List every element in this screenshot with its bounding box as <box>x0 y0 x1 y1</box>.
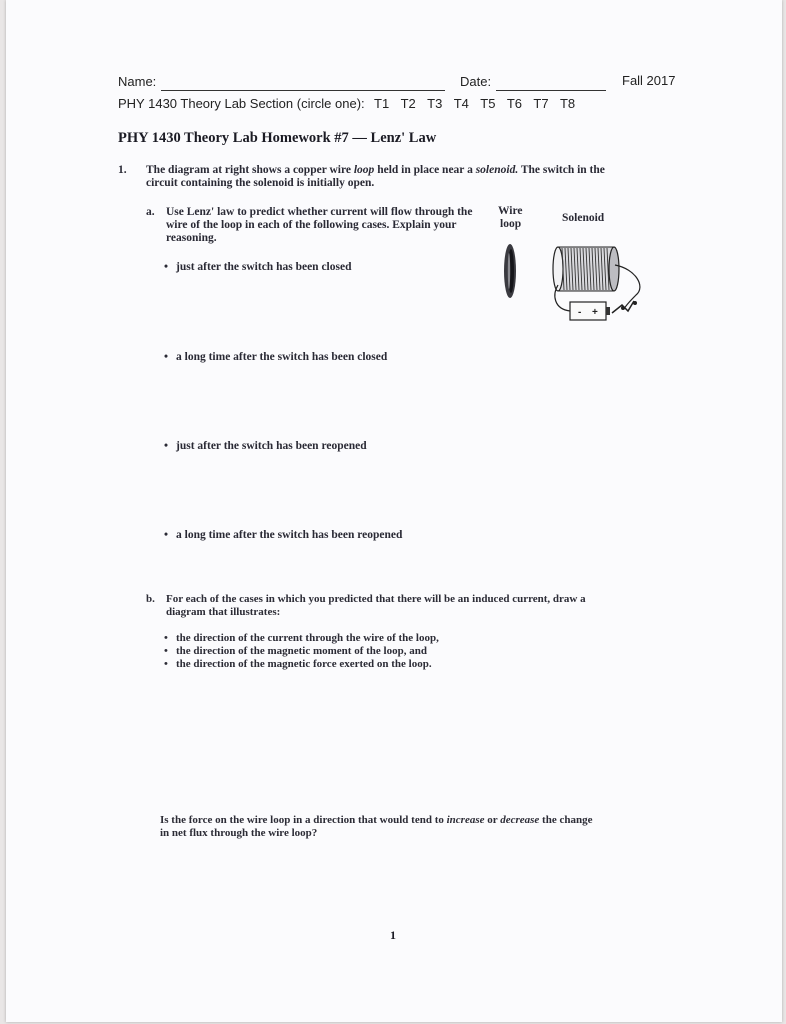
part-a-line1: Use Lenz' law to predict whether current will flow through the <box>166 206 473 218</box>
case-item: • just after the switch has been closed <box>164 261 352 273</box>
wire-loop-label: Wire <box>498 205 523 217</box>
part-a-label: a. <box>146 206 155 218</box>
part-a-line2: wire of the loop in each of the following cases. Explain your <box>166 219 457 231</box>
case-item: • a long time after the switch has been closed <box>164 351 388 363</box>
name-label: Name: <box>118 74 157 89</box>
section-option: T4 <box>453 96 469 111</box>
wire-loop-icon <box>504 244 516 298</box>
case-item: • a long time after the switch has been reopened <box>164 529 403 541</box>
section-option: T6 <box>506 96 522 111</box>
wire-loop-label-2: loop <box>500 218 522 230</box>
homework-title: PHY 1430 Theory Lab Homework #7 — Lenz' Law <box>118 130 437 146</box>
battery-plus: + <box>592 307 598 318</box>
battery-minus: - <box>578 307 582 318</box>
illustration-item: • the direction of the magnetic force exerted on the loop. <box>164 658 432 670</box>
final-question-line2: in net flux through the wire loop? <box>160 827 318 839</box>
switch-icon <box>612 301 637 313</box>
page-number: 1 <box>390 928 396 942</box>
section-label: PHY 1430 Theory Lab Section (circle one): <box>118 96 365 111</box>
question-intro-line2: circuit containing the solenoid is initially open. <box>146 177 375 189</box>
date-blank <box>496 90 606 91</box>
solenoid-label: Solenoid <box>562 212 605 224</box>
part-b-label: b. <box>146 593 155 605</box>
section-option: T1 <box>374 96 390 111</box>
name-blank <box>161 90 445 91</box>
section-option: T2 <box>400 96 416 111</box>
illustration-item: • the direction of the current through the wire of the loop, <box>164 632 439 644</box>
date-label: Date: <box>460 74 492 89</box>
section-option: T8 <box>559 96 576 111</box>
case-item: • just after the switch has been reopened <box>164 440 367 452</box>
part-b-line1: For each of the cases in which you predicted that there will be an induced current, draw a <box>166 593 586 605</box>
illustration-item: • the direction of the magnetic moment of the loop, and <box>164 645 427 657</box>
part-a-line3: reasoning. <box>166 232 217 244</box>
question-number: 1. <box>118 164 127 176</box>
final-question-line1: Is the force on the wire loop in a direction that would tend to increase or decrease the change <box>160 814 593 826</box>
worksheet-page <box>6 0 782 1022</box>
solenoid-circuit-diagram <box>486 235 656 330</box>
section-options <box>374 96 583 111</box>
section-option: T7 <box>533 96 549 111</box>
term: Fall 2017 <box>622 73 676 88</box>
section-option: T3 <box>427 96 443 111</box>
section-option: T5 <box>480 96 496 111</box>
question-intro-line1: The diagram at right shows a copper wire loop held in place near a solenoid. The switch in the <box>146 164 605 176</box>
battery-icon <box>570 302 610 320</box>
part-b-line2: diagram that illustrates: <box>166 606 281 618</box>
solenoid-coil-icon <box>553 247 619 291</box>
